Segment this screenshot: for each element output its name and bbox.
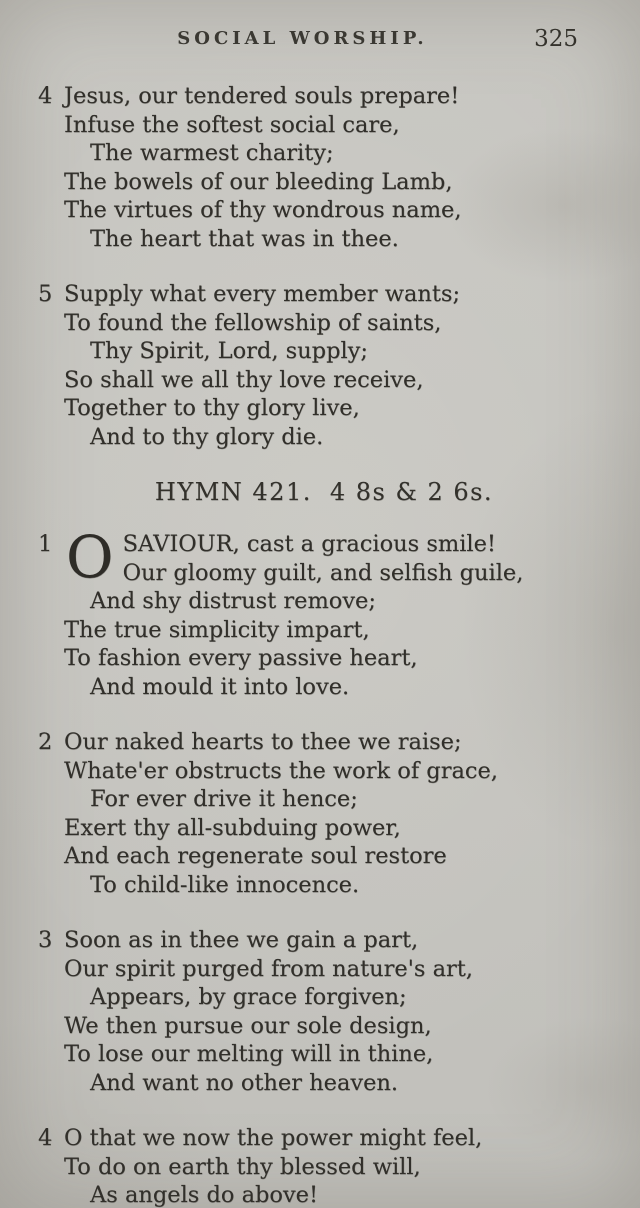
verse-line: To do on earth thy blessed will, (64, 1153, 421, 1180)
verse-line: The warmest charity; (90, 140, 334, 166)
verse-line: To found the fellowship of saints, (64, 309, 442, 336)
hymn-heading (38, 478, 610, 506)
hymn-meter-label: 4 8s & 2 6s. (329, 478, 494, 506)
verse-line: Whate'er obstructs the work of grace, (64, 757, 498, 784)
page-number: 325 (534, 26, 578, 52)
verse-line: Together to thy glory live, (64, 395, 360, 421)
verse-line: The true simplicity impart, (64, 616, 370, 643)
continued-hymn-verses (38, 82, 610, 451)
verse-line: The bowels of our bleeding Lamb, (64, 168, 453, 195)
verse-line: We then pursue our sole design, (64, 1012, 432, 1039)
verse-line: O that we now the power might feel, (64, 1125, 483, 1151)
hymn-verse (38, 1124, 610, 1208)
verse-number: 5 (38, 281, 53, 307)
hymn-verse (38, 728, 610, 899)
verse-number: 4 (38, 1125, 53, 1151)
verse-line: And each regenerate soul restore (64, 843, 447, 869)
verse-number: 4 (38, 83, 53, 109)
verse-line: Soon as in thee we gain a part, (64, 927, 419, 953)
verse-line: Infuse the softest social care, (64, 111, 400, 138)
verse-line: SAVIOUR, cast a gracious smile! (122, 531, 496, 557)
verse-number: 3 (38, 927, 53, 953)
verse-line: To lose our melting will in thine, (64, 1041, 434, 1067)
verse-line: Jesus, our tendered souls prepare! (64, 83, 460, 109)
verse-line: For ever drive it hence; (90, 786, 358, 812)
verse-line: And mould it into love. (90, 673, 350, 700)
page-content (0, 82, 640, 1208)
verse-line: Thy Spirit, Lord, supply; (90, 338, 368, 364)
hymn-number-label: HYMN 421. (154, 478, 312, 506)
verse-line: And to thy glory die. (90, 423, 324, 450)
verse-line: So shall we all thy love receive, (64, 366, 424, 393)
verse-line: The heart that was in thee. (90, 225, 399, 252)
verse-line: Supply what every member wants; (64, 281, 461, 307)
drop-cap-letter: O (66, 523, 114, 591)
verse-number: 2 (38, 729, 53, 755)
page-header (0, 26, 640, 56)
hymn-verse (38, 280, 610, 451)
verse-line: Our gloomy guilt, and selfish guile, (122, 559, 524, 586)
verse-line: As angels do above! (90, 1182, 318, 1208)
verse-line: And want no other heaven. (90, 1069, 399, 1096)
verse-line: And shy distrust remove; (90, 588, 376, 614)
hymn-verse (38, 523, 610, 701)
verse-line: Exert thy all-subduing power, (64, 814, 401, 841)
verse-line: The virtues of thy wondrous name, (64, 197, 462, 223)
verse-line: To fashion every passive heart, (64, 645, 418, 671)
verse-line: Our spirit purged from nature's art, (64, 955, 473, 982)
hymn-verse (38, 82, 610, 253)
hymn-verse (38, 926, 610, 1097)
verse-line: Appears, by grace forgiven; (90, 984, 407, 1010)
verse-line: To child-like innocence. (90, 871, 360, 898)
hymn-421-verses (38, 523, 610, 1208)
verse-line: Our naked hearts to thee we raise; (64, 729, 462, 755)
running-title: SOCIAL WORSHIP. (177, 28, 428, 49)
verse-number: 1 (38, 531, 53, 557)
